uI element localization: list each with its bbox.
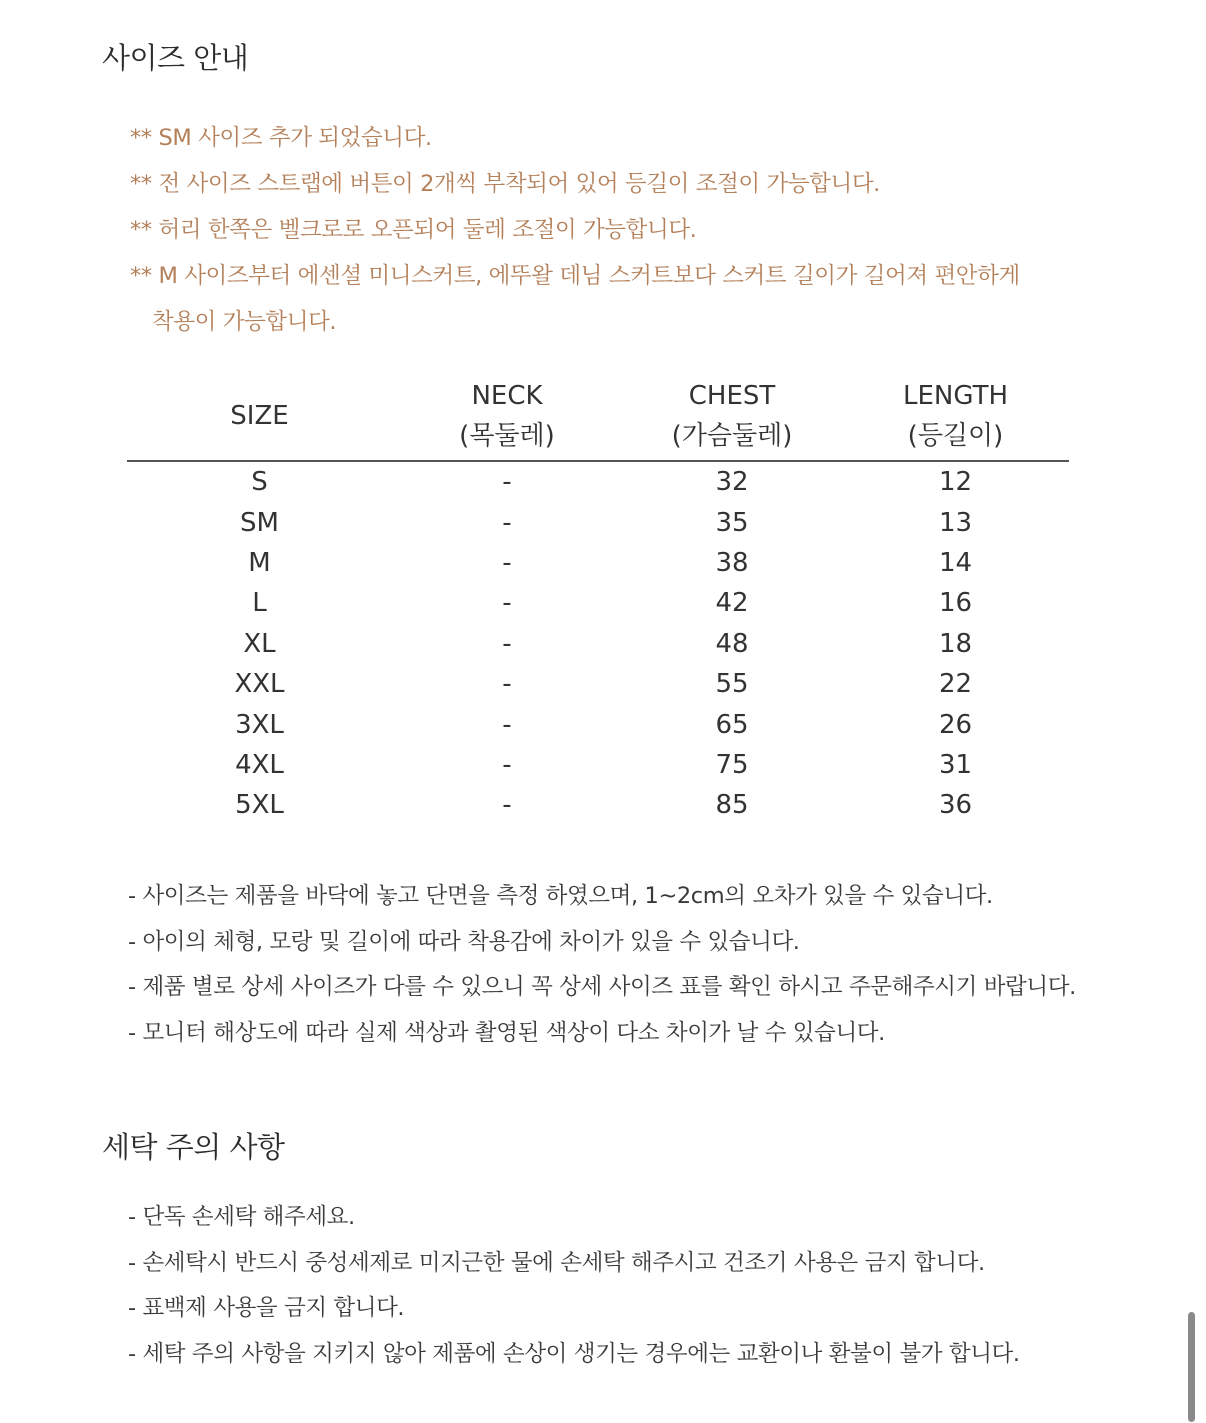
cell-length: 26 [938,709,973,740]
header-size [127,372,392,461]
disclaimer-item: - 아이의 체형, 모랑 및 길이에 따라 착용감에 차이가 있을 수 있습니다. [128,928,800,955]
washing-title: 세탁 주의 사항 [102,1130,285,1164]
header-length [842,372,1069,461]
cell-chest: 75 [715,749,749,780]
cell-chest: 42 [715,588,749,619]
washing-item: - 단독 손세탁 해주세요. [128,1204,355,1230]
table-row [127,704,1069,744]
cell-chest: 85 [715,790,749,821]
cell-length: 12 [938,467,973,498]
cell-length: 36 [938,790,973,821]
header-length-label: LENGTH [902,381,1008,411]
cell-chest: 48 [715,628,749,659]
cell-length: 22 [938,669,973,700]
cell-size: 4XL [235,749,284,780]
note-item: ** M 사이즈부터 에센셜 미니스커트, 에뚜왈 데님 스커트보다 스커트 길이가 길어져 편안하게 [130,263,1020,289]
header-chest [622,372,842,461]
cell-size: 5XL [235,790,284,821]
note-item-continuation [130,302,1090,348]
table-row [127,664,1069,704]
washing-item: - 세탁 주의 사항을 지키지 않아 제품에 손상이 생기는 경우에는 교환이나 환불이 불가 합니다. [128,1340,1020,1367]
header-neck-label: NECK [471,381,543,411]
cell-neck: - [502,709,512,740]
disclaimer-item: - 사이즈는 제품을 바닥에 놓고 단면을 측정 하였으며, 1~2cm의 오차가 있을 수 있습니다. [128,883,993,909]
disclaimer-item: - 제품 별로 상세 사이즈가 다를 수 있으니 꼭 상세 사이즈 표를 확인 하시고 주문해주시기 바랍니다. [128,974,1076,1000]
table-row [127,785,1069,825]
cell-chest: 65 [715,709,749,740]
table-row [127,502,1069,542]
header-length-kr: (등길이) [907,421,1004,451]
washing-instructions [128,1197,1188,1379]
cell-neck: - [502,547,512,578]
size-table-header [127,372,1069,461]
cell-chest: 35 [715,507,749,538]
note-item: ** 허리 한쪽은 벨크로로 오픈되어 둘레 조절이 가능합니다. [130,217,697,243]
table-row [127,624,1069,664]
cell-size: M [248,547,271,578]
cell-length: 13 [938,507,973,538]
note-continuation-text: 착용이 가능합니다. [152,309,337,335]
cell-neck: - [502,669,512,700]
header-size-label: SIZE [230,401,289,431]
header-neck-kr: (목둘레) [459,421,555,451]
cell-neck: - [502,628,512,659]
cell-neck: - [502,588,512,619]
cell-chest: 32 [715,467,749,498]
washing-item: - 손세탁시 반드시 중성세제로 미지근한 물에 손세탁 해주시고 건조기 사용은 금지 합니다. [128,1249,985,1276]
cell-size: S [251,467,268,498]
table-row [127,745,1069,785]
cell-neck: - [502,507,512,538]
washing-item: - 표백제 사용을 금지 합니다. [128,1295,405,1321]
size-guide-title: 사이즈 안내 [102,41,249,75]
cell-length: 16 [938,588,973,619]
table-row [127,583,1069,623]
cell-chest: 38 [715,547,749,578]
size-table [127,372,1069,826]
cell-size: 3XL [235,709,284,740]
size-disclaimers [128,876,1188,1058]
cell-neck: - [502,749,512,780]
table-row [127,543,1069,583]
scrollbar-thumb[interactable] [1188,1312,1195,1422]
cell-length: 14 [938,547,973,578]
header-neck [392,372,622,461]
header-chest-kr: (가슴둘레) [671,421,793,451]
cell-length: 31 [938,749,973,780]
cell-length: 18 [938,628,973,659]
cell-neck: - [502,790,512,821]
cell-size: XXL [234,669,285,700]
note-item: ** 전 사이즈 스트랩에 버튼이 2개씩 부착되어 있어 등길이 조절이 가능합니다. [130,171,880,197]
cell-neck: - [502,467,512,498]
table-row [127,461,1069,502]
disclaimer-item: - 모니터 해상도에 따라 실제 색상과 촬영된 색상이 다소 차이가 날 수 있습니다. [128,1019,885,1046]
cell-size: L [252,588,267,619]
cell-size: SM [240,507,279,538]
cell-size: XL [243,628,276,659]
header-chest-label: CHEST [688,381,776,411]
note-item: ** SM 사이즈 추가 되었습니다. [130,125,432,151]
size-notes [130,118,1090,348]
cell-chest: 55 [715,669,749,700]
